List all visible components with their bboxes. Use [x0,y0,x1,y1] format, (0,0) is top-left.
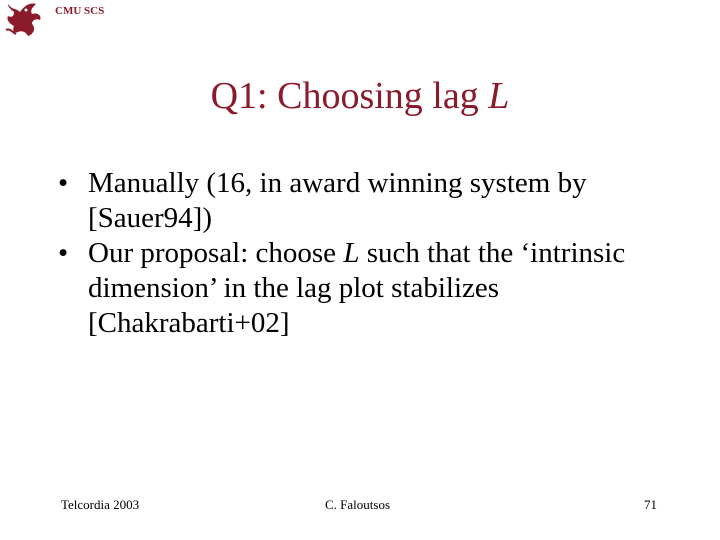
bullet-list [58,166,698,341]
title-prefix: Q1: Choosing lag [210,75,489,117]
bullet-text-before: Manually (16, in award winning system by [Sauer94]) [88,167,587,234]
bullet-text [88,167,587,234]
bullet-marker: • [58,237,69,269]
footer-page-number: 71 [644,497,657,512]
bullet-marker: • [58,167,69,199]
bullet-variable: L [343,237,360,269]
bullet-item [58,236,698,341]
title-variable: L [488,75,510,117]
slide-title [0,74,720,118]
griffin-logo-icon [2,0,46,40]
bullet-text-after: such that the ‘intrinsic dimension’ in the lag plot stabilizes [Chakrabarti+02] [88,237,626,339]
bullet-text-before: Our proposal: choose [88,237,344,269]
footer-author: C. Faloutsos [325,497,391,512]
bullet-item [58,166,698,236]
bullet-text [88,237,625,339]
footer-organization: Telcordia 2003 [61,497,140,512]
header-label: CMU SCS [55,5,105,17]
